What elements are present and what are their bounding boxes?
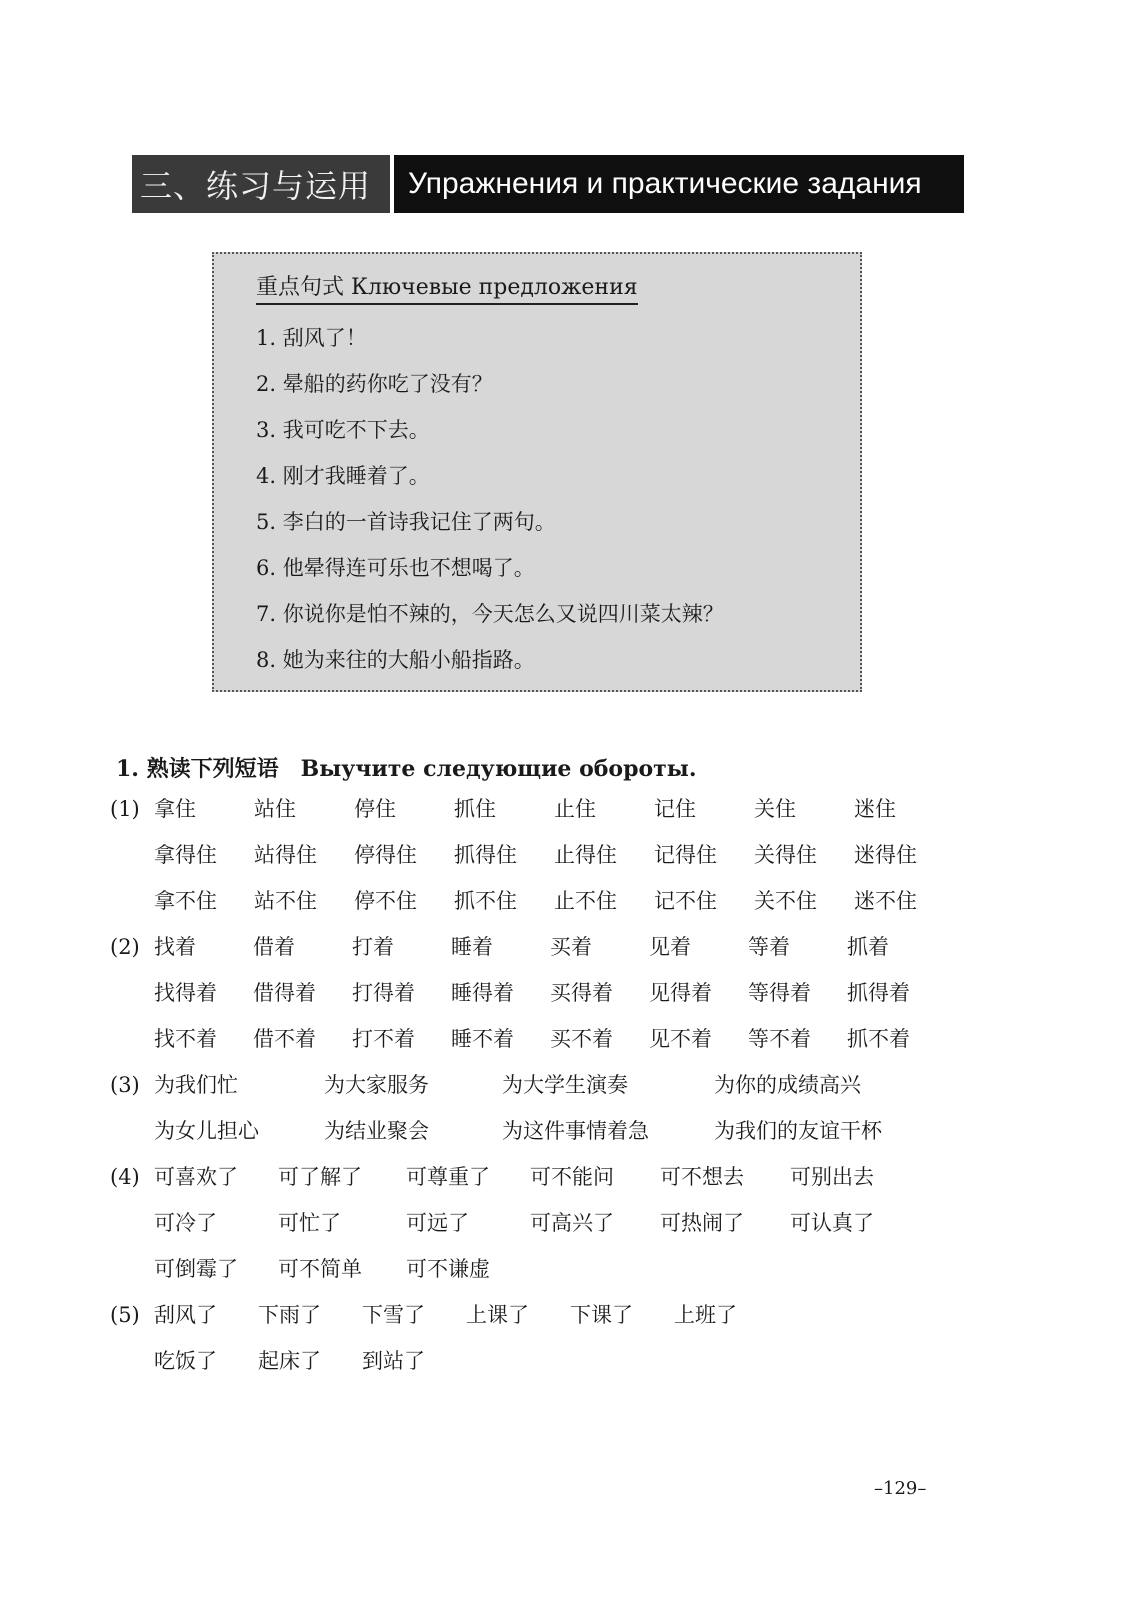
phrase-item: 可远了 — [406, 1211, 469, 1235]
phrase-row — [110, 1246, 920, 1292]
phrase-group — [110, 1154, 920, 1292]
page-number: –129– — [874, 1478, 927, 1499]
phrase-item: 抓得住 — [454, 843, 517, 867]
phrase-item: 抓不住 — [454, 889, 517, 913]
phrase-item: 可倒霉了 — [154, 1257, 238, 1281]
phrase-item: 抓住 — [454, 797, 496, 821]
phrase-item: 可不谦虚 — [406, 1257, 490, 1281]
phrase-item: 刮风了 — [154, 1303, 217, 1327]
phrase-group — [110, 1062, 926, 1154]
phrase-item: 止不住 — [554, 889, 617, 913]
phrase-item: 抓不着 — [847, 1027, 910, 1051]
section-header-chinese: 三、练习与运用 — [132, 155, 390, 213]
phrase-item: 买得着 — [550, 981, 613, 1005]
phrase-item: 可忙了 — [278, 1211, 341, 1235]
phrase-item: 可别出去 — [790, 1165, 874, 1189]
phrase-item: 可冷了 — [154, 1211, 217, 1235]
phrase-item: 打着 — [352, 935, 394, 959]
phrase-item: 可高兴了 — [530, 1211, 614, 1235]
phrase-row — [110, 786, 954, 832]
phrase-item: 抓得着 — [847, 981, 910, 1005]
group-number: (3) — [110, 1073, 140, 1097]
phrase-item: 到站了 — [362, 1349, 425, 1373]
phrase-item: 记住 — [654, 797, 696, 821]
phrase-item: 可尊重了 — [406, 1165, 490, 1189]
phrase-item: 可不能问 — [530, 1165, 614, 1189]
phrase-item: 迷住 — [854, 797, 896, 821]
phrase-item: 关得住 — [754, 843, 817, 867]
phrase-item: 拿住 — [154, 797, 196, 821]
phrase-item: 借得着 — [253, 981, 316, 1005]
section-header-banner — [132, 155, 964, 213]
key-sentence-item: 5. 李白的一首诗我记住了两句。 — [256, 510, 556, 534]
phrase-item: 为这件事情着急 — [502, 1119, 649, 1143]
phrase-item: 站不住 — [254, 889, 317, 913]
phrase-item: 可不简单 — [278, 1257, 362, 1281]
exercise-title — [116, 752, 697, 783]
phrase-item: 起床了 — [258, 1349, 321, 1373]
phrase-item: 记不住 — [654, 889, 717, 913]
phrase-item: 可了解了 — [278, 1165, 362, 1189]
phrase-item: 上课了 — [466, 1303, 529, 1327]
phrase-item: 迷得住 — [854, 843, 917, 867]
phrase-item: 记得住 — [654, 843, 717, 867]
phrase-item: 下雪了 — [362, 1303, 425, 1327]
phrase-item: 迷不住 — [854, 889, 917, 913]
phrase-row — [110, 1200, 920, 1246]
phrase-item: 见得着 — [649, 981, 712, 1005]
phrase-item: 买着 — [550, 935, 592, 959]
key-sentence-item: 2. 晕船的药你吃了没有？ — [256, 372, 493, 396]
phrase-item: 借着 — [253, 935, 295, 959]
key-sentence-item: 4. 刚才我睡着了。 — [256, 464, 430, 488]
phrase-item: 为我们的友谊干杯 — [714, 1119, 882, 1143]
key-sentences-box — [212, 252, 862, 692]
phrase-item: 找着 — [154, 935, 196, 959]
phrase-row — [110, 1338, 778, 1384]
phrase-row — [110, 924, 946, 970]
phrase-item: 拿得住 — [154, 843, 217, 867]
phrase-item: 找不着 — [154, 1027, 217, 1051]
phrase-item: 吃饭了 — [154, 1349, 217, 1373]
phrase-item: 下课了 — [570, 1303, 633, 1327]
phrase-item: 见着 — [649, 935, 691, 959]
phrase-item: 见不着 — [649, 1027, 712, 1051]
phrase-item: 下雨了 — [258, 1303, 321, 1327]
key-sentence-item: 1. 刮风了！ — [256, 326, 367, 350]
phrase-item: 等得着 — [748, 981, 811, 1005]
phrase-item: 为大学生演奏 — [502, 1073, 628, 1097]
phrase-item: 止得住 — [554, 843, 617, 867]
group-number: (2) — [110, 935, 140, 959]
phrase-item: 为结业聚会 — [324, 1119, 429, 1143]
phrase-item: 站住 — [254, 797, 296, 821]
phrase-item: 上班了 — [674, 1303, 737, 1327]
phrase-item: 打得着 — [352, 981, 415, 1005]
phrase-row — [110, 1108, 926, 1154]
phrase-row — [110, 1292, 778, 1338]
phrase-row — [110, 1062, 926, 1108]
phrase-item: 可热闹了 — [660, 1211, 744, 1235]
phrase-row — [110, 1154, 920, 1200]
phrase-item: 可喜欢了 — [154, 1165, 238, 1189]
group-number: (4) — [110, 1165, 140, 1189]
phrase-item: 等着 — [748, 935, 790, 959]
phrase-item: 打不着 — [352, 1027, 415, 1051]
phrase-group — [110, 1292, 778, 1384]
phrase-item: 关住 — [754, 797, 796, 821]
phrase-item: 为大家服务 — [324, 1073, 429, 1097]
phrase-group — [110, 786, 954, 924]
phrase-item: 站得住 — [254, 843, 317, 867]
key-sentence-item: 7. 你说你是怕不辣的，今天怎么又说四川菜太辣？ — [256, 602, 724, 626]
group-number: (1) — [110, 797, 140, 821]
phrase-item: 可不想去 — [660, 1165, 744, 1189]
phrase-item: 抓着 — [847, 935, 889, 959]
phrase-row — [110, 832, 954, 878]
exercise-title-russian: Выучите следующие обороты. — [300, 756, 697, 782]
phrase-item: 停不住 — [354, 889, 417, 913]
phrase-row — [110, 970, 946, 1016]
phrase-item: 为女儿担心 — [154, 1119, 259, 1143]
phrase-row — [110, 878, 954, 924]
phrase-item: 买不着 — [550, 1027, 613, 1051]
phrase-item: 止住 — [554, 797, 596, 821]
exercise-title-chinese: 1. 熟读下列短语 — [116, 756, 279, 782]
phrase-item: 停住 — [354, 797, 396, 821]
phrase-item: 借不着 — [253, 1027, 316, 1051]
key-sentence-item: 3. 我可吃不下去。 — [256, 418, 430, 442]
phrase-item: 睡不着 — [451, 1027, 514, 1051]
key-sentences-title: 重点句式 Ключевые предложения — [256, 270, 638, 305]
phrase-item: 睡得着 — [451, 981, 514, 1005]
phrase-item: 睡着 — [451, 935, 493, 959]
phrase-item: 为我们忙 — [154, 1073, 238, 1097]
phrase-group — [110, 924, 946, 1062]
phrase-item: 为你的成绩高兴 — [714, 1073, 861, 1097]
phrase-item: 等不着 — [748, 1027, 811, 1051]
phrase-item: 关不住 — [754, 889, 817, 913]
section-header-russian: Упражнения и практические задания — [394, 155, 964, 213]
phrase-row — [110, 1016, 946, 1062]
key-sentence-item: 8. 她为来往的大船小船指路。 — [256, 648, 535, 672]
key-sentence-item: 6. 他晕得连可乐也不想喝了。 — [256, 556, 535, 580]
phrase-item: 找得着 — [154, 981, 217, 1005]
phrase-item: 停得住 — [354, 843, 417, 867]
phrase-item: 可认真了 — [790, 1211, 874, 1235]
group-number: (5) — [110, 1303, 140, 1327]
phrase-item: 拿不住 — [154, 889, 217, 913]
